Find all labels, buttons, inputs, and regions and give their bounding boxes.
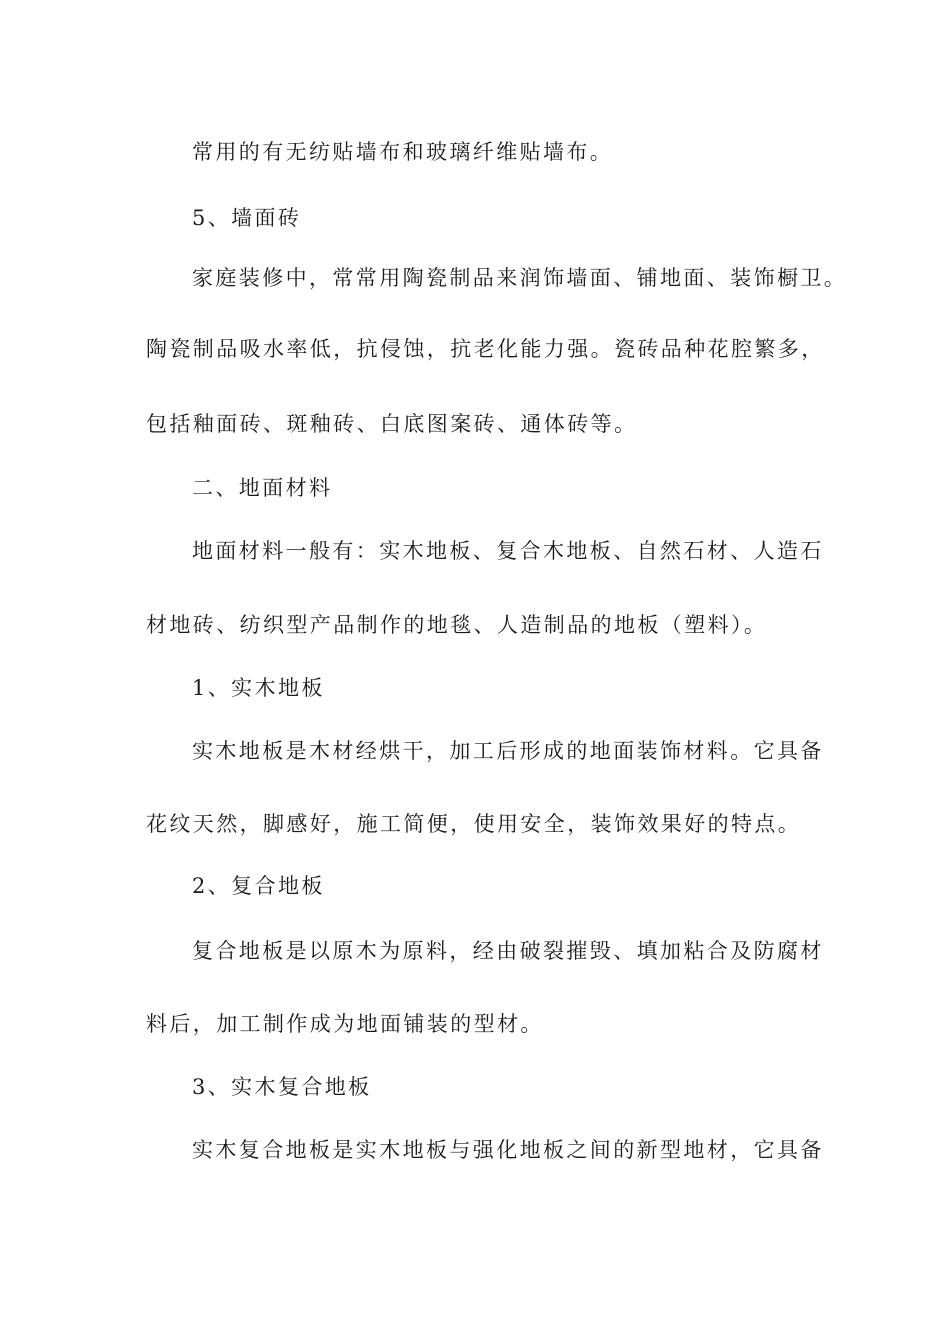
- text-line-composite-desc: 复合地板是以原木为原料，经由破裂摧毁、填加粘合及防腐材: [192, 939, 824, 963]
- text-line-tile-types: 包括釉面砖、斑釉砖、白底图案砖、通体砖等。: [146, 412, 638, 436]
- text-line-floor-materials-list-cont: 材地砖、纺织型产品制作的地毯、人造制品的地板（塑料）。: [146, 613, 768, 637]
- text-line-solid-wood-desc-cont: 花纹天然，脚感好，施工简便，使用安全，装饰效果好的特点。: [146, 812, 802, 836]
- heading-solid-wood-composite-floor: 3、实木复合地板: [192, 1075, 372, 1099]
- text-line-composite-desc-cont: 料后，加工制作成为地面铺装的型材。: [146, 1012, 544, 1036]
- heading-floor-materials: 二、地面材料: [192, 476, 333, 500]
- text-line-solid-wood-desc: 实木地板是木材经烘干，加工后形成的地面装饰材料。它具备: [192, 739, 824, 763]
- heading-wall-tiles: 5、墙面砖: [192, 206, 302, 230]
- text-line-ceramics-properties: 陶瓷制品吸水率低，抗侵蚀，抗老化能力强。瓷砖品种花腔繁多，: [146, 337, 825, 361]
- heading-composite-floor: 2、复合地板: [192, 874, 325, 898]
- text-line-ceramics-intro: 家庭装修中，常常用陶瓷制品来润饰墙面、铺地面、装饰橱卫。: [192, 266, 848, 290]
- text-line-floor-materials-list: 地面材料一般有：实木地板、复合木地板、自然石材、人造石: [192, 539, 824, 563]
- text-line-solid-wood-composite-desc: 实木复合地板是实木地板与强化地板之间的新型地材，它具备: [192, 1138, 824, 1162]
- text-line-wall-cloth-types: 常用的有无纺贴墙布和玻璃纤维贴墙布。: [192, 140, 614, 164]
- heading-solid-wood-floor: 1、实木地板: [192, 676, 325, 700]
